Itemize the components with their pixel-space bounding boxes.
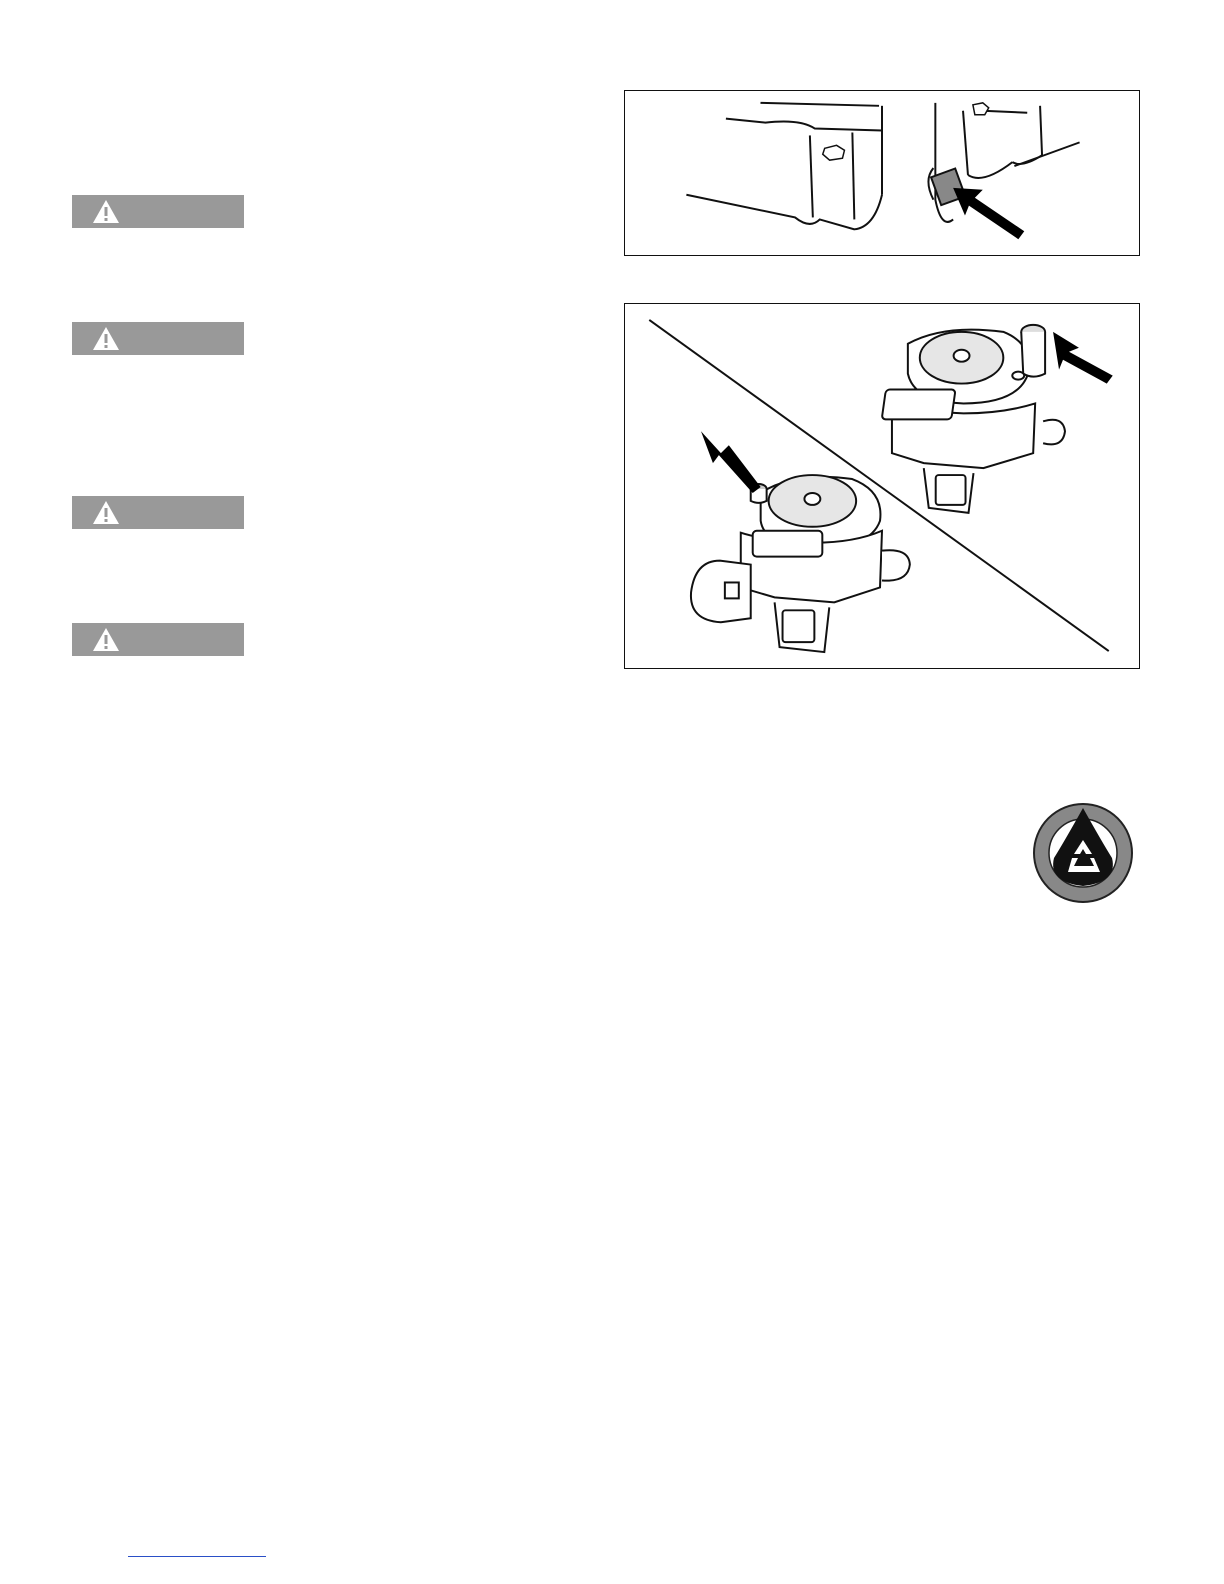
warning-bar-3 [72,496,244,529]
oil-drain-figure [624,90,1140,256]
warning-triangle-icon [92,627,120,652]
warning-bar-4 [72,623,244,656]
warning-bar-2 [72,322,244,355]
oil-drain-valve-illustration [625,91,1139,255]
warning-triangle-icon [92,199,120,224]
engine-oil-fill-figure [624,303,1140,669]
footer-link[interactable] [128,1556,266,1557]
engine-oil-fill-comparison-illustration [625,304,1139,668]
warning-triangle-icon [92,500,120,525]
every-drop-counts-logo [1032,802,1134,904]
warning-triangle-icon [92,326,120,351]
warning-bar-1 [72,195,244,228]
